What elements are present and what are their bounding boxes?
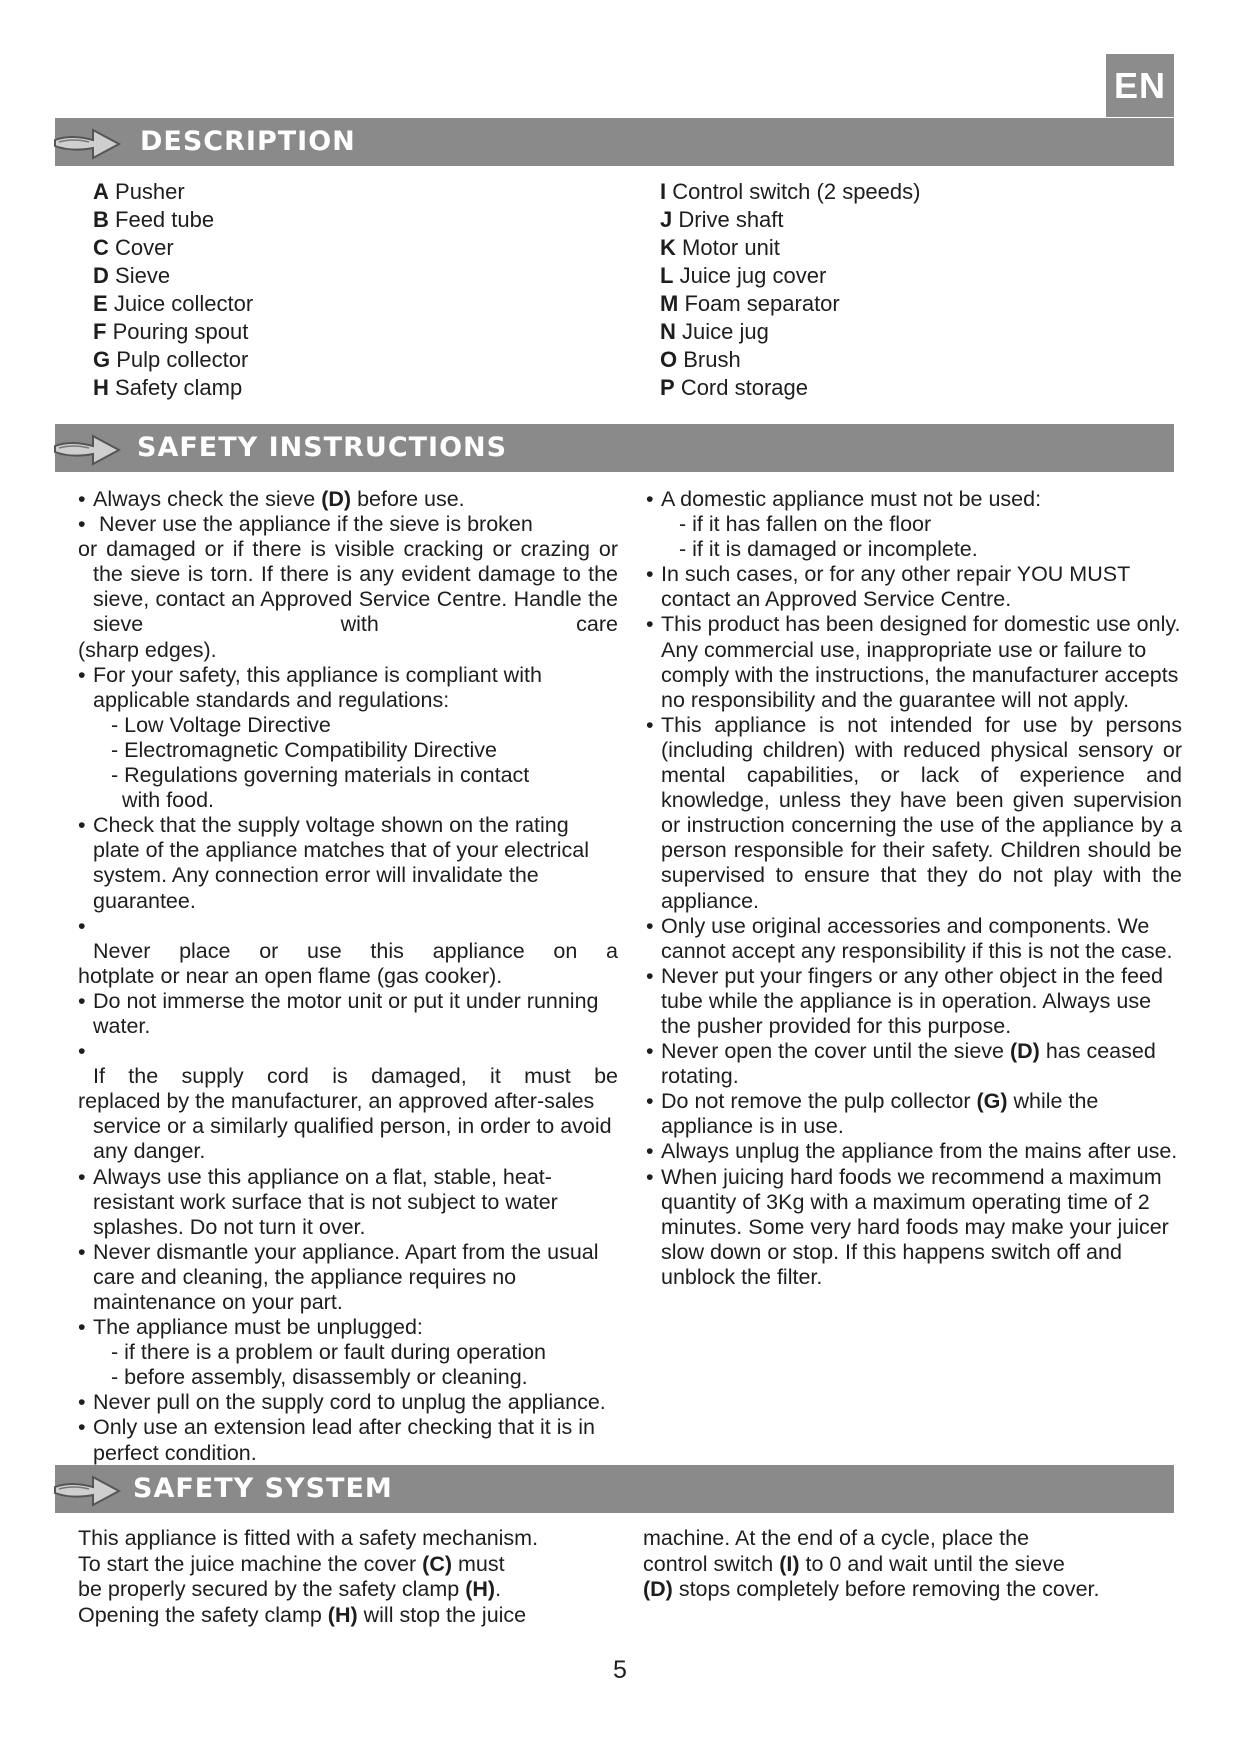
list-subitem: - before assembly, disassembly or cleaning. (111, 1365, 528, 1390)
list-subitem: with food. (122, 788, 215, 813)
list-item: • The appliance must be unplugged: (78, 1315, 618, 1340)
list-item: H Safety clamp (93, 375, 243, 400)
list-item: • Never put your fingers or any other object in the feed tube while the appliance is in operation. Always use the pusher provided for this purpose. (646, 964, 1182, 1039)
list-subitem: - if there is a problem or fault during operation (111, 1340, 547, 1365)
list-item: J Drive shaft (660, 207, 784, 232)
list-item: • Always check the sieve (D) before use. (78, 487, 618, 512)
list-item: • Always unplug the appliance from the mains after use. (646, 1139, 1182, 1164)
list-item: M Foam separator (660, 291, 840, 316)
list-item: • In such cases, or for any other repair YOU MUST contact an Approved Service Centre. (646, 562, 1182, 612)
parts-list-left (93, 178, 253, 402)
list-item: • Never place or use this appliance on a hotplate or near an open flame (gas cooker). (78, 914, 618, 989)
list-item: E Juice collector (93, 291, 254, 316)
list-item: • If the supply cord is damaged, it must be replaced by the manufacturer, an approved after-sales service or a similarly qualified person, in order to avoid any danger. (78, 1039, 618, 1164)
list-item: • Only use original accessories and components. We cannot accept any responsibility if this is not the case. (646, 914, 1182, 964)
parts-list-right (660, 178, 920, 402)
safety-system-left: This appliance is fitted with a safety mechanism. To start the juice machine the cover (C) must be properly secured by the safety clamp (H). Opening the safety clamp (H) will stop the juice (78, 1526, 539, 1627)
list-item: N Juice jug (660, 319, 769, 344)
list-subitem: - if it is damaged or incomplete. (679, 537, 978, 562)
list-item: • Always use this appliance on a flat, stable, heat-resistant work surface that is not subject to water splashes. Do not turn it over. (78, 1165, 618, 1240)
safety-system-header (55, 1465, 1174, 1513)
list-item: • Do not remove the pulp collector (G) while the appliance is in use. (646, 1089, 1182, 1139)
safety-instructions-header (55, 424, 1174, 472)
list-subitem: - Electromagnetic Compatibility Directive (111, 737, 497, 762)
list-subitem: - if it has fallen on the floor (679, 512, 932, 537)
safety-right-column (646, 487, 1182, 1290)
list-item: • For your safety, this appliance is compliant with applicable standards and regulations: (78, 663, 618, 713)
list-item: • Do not immerse the motor unit or put it under running water. (78, 989, 618, 1039)
list-item: • Check that the supply voltage shown on the rating plate of the appliance matches that of your electrical system. Any connection error will invalidate the guarantee. (78, 813, 618, 913)
list-item: • This appliance is not intended for use by persons (including children) with reduced physical sensory or mental capabilities, or lack of experience and knowledge, unless they have been given supervision or instruction concerning the use of the appliance by a person responsible for their safety. Children should be supervised to ensure that they do not play with the appliance. (646, 713, 1182, 914)
list-item: B Feed tube (93, 207, 215, 232)
arrow-icon (53, 1467, 123, 1511)
list-item: • This product has been designed for domestic use only. Any commercial use, inappropriate use or failure to comply with the instructions, the manufacturer accepts no responsibility and the guarantee will not apply. (646, 612, 1182, 712)
list-subitem: - Low Voltage Directive (111, 712, 331, 737)
list-item: K Motor unit (660, 235, 780, 260)
description-header (55, 118, 1174, 166)
list-item: • Never pull on the supply cord to unplug the appliance. (78, 1390, 618, 1415)
list-item: • A domestic appliance must not be used: (646, 487, 1182, 512)
section-title: SAFETY SYSTEM (133, 1473, 393, 1504)
list-item: F Pouring spout (93, 319, 249, 344)
arrow-icon (53, 426, 123, 470)
safety-system-right: machine. At the end of a cycle, place the control switch (I) to 0 and wait until the sieve (D) stops completely before removing the cover. (643, 1526, 1100, 1601)
list-item: • Only use an extension lead after checking that it is in perfect condition. (78, 1415, 618, 1465)
list-item: • When juicing hard foods we recommend a maximum quantity of 3Kg with a maximum operating time of 2 minutes. Some very hard foods may make your juicer slow down or stop. If this happens switch off and unblock the filter. (646, 1165, 1182, 1290)
list-item: O Brush (660, 347, 741, 372)
section-title: SAFETY INSTRUCTIONS (137, 432, 508, 463)
list-item: L Juice jug cover (660, 263, 827, 288)
list-item: • Never open the cover until the sieve (D) has ceased rotating. (646, 1039, 1182, 1089)
arrow-icon (53, 120, 123, 164)
list-item: C Cover (93, 235, 174, 260)
list-item: P Cord storage (660, 375, 808, 400)
list-item: D Sieve (93, 263, 171, 288)
list-item: G Pulp collector (93, 347, 249, 372)
safety-left-column (78, 487, 618, 1466)
language-tab: EN (1106, 54, 1174, 117)
page-number: 5 (613, 1656, 627, 1684)
list-item: • Never dismantle your appliance. Apart from the usual care and cleaning, the appliance requires no maintenance on your part. (78, 1240, 618, 1315)
list-subitem: - Regulations governing materials in contact (111, 763, 530, 788)
list-item: A Pusher (93, 179, 185, 204)
list-item: I Control switch (2 speeds) (660, 179, 921, 204)
section-title: DESCRIPTION (140, 126, 356, 157)
list-item: • Never use the appliance if the sieve is broken or damaged or if there is visible cracking or crazing or the sieve is torn. If there is any evident damage to the sieve, contact an Approved Service Centre. Handle the sieve with care (sharp edges). (78, 512, 618, 663)
